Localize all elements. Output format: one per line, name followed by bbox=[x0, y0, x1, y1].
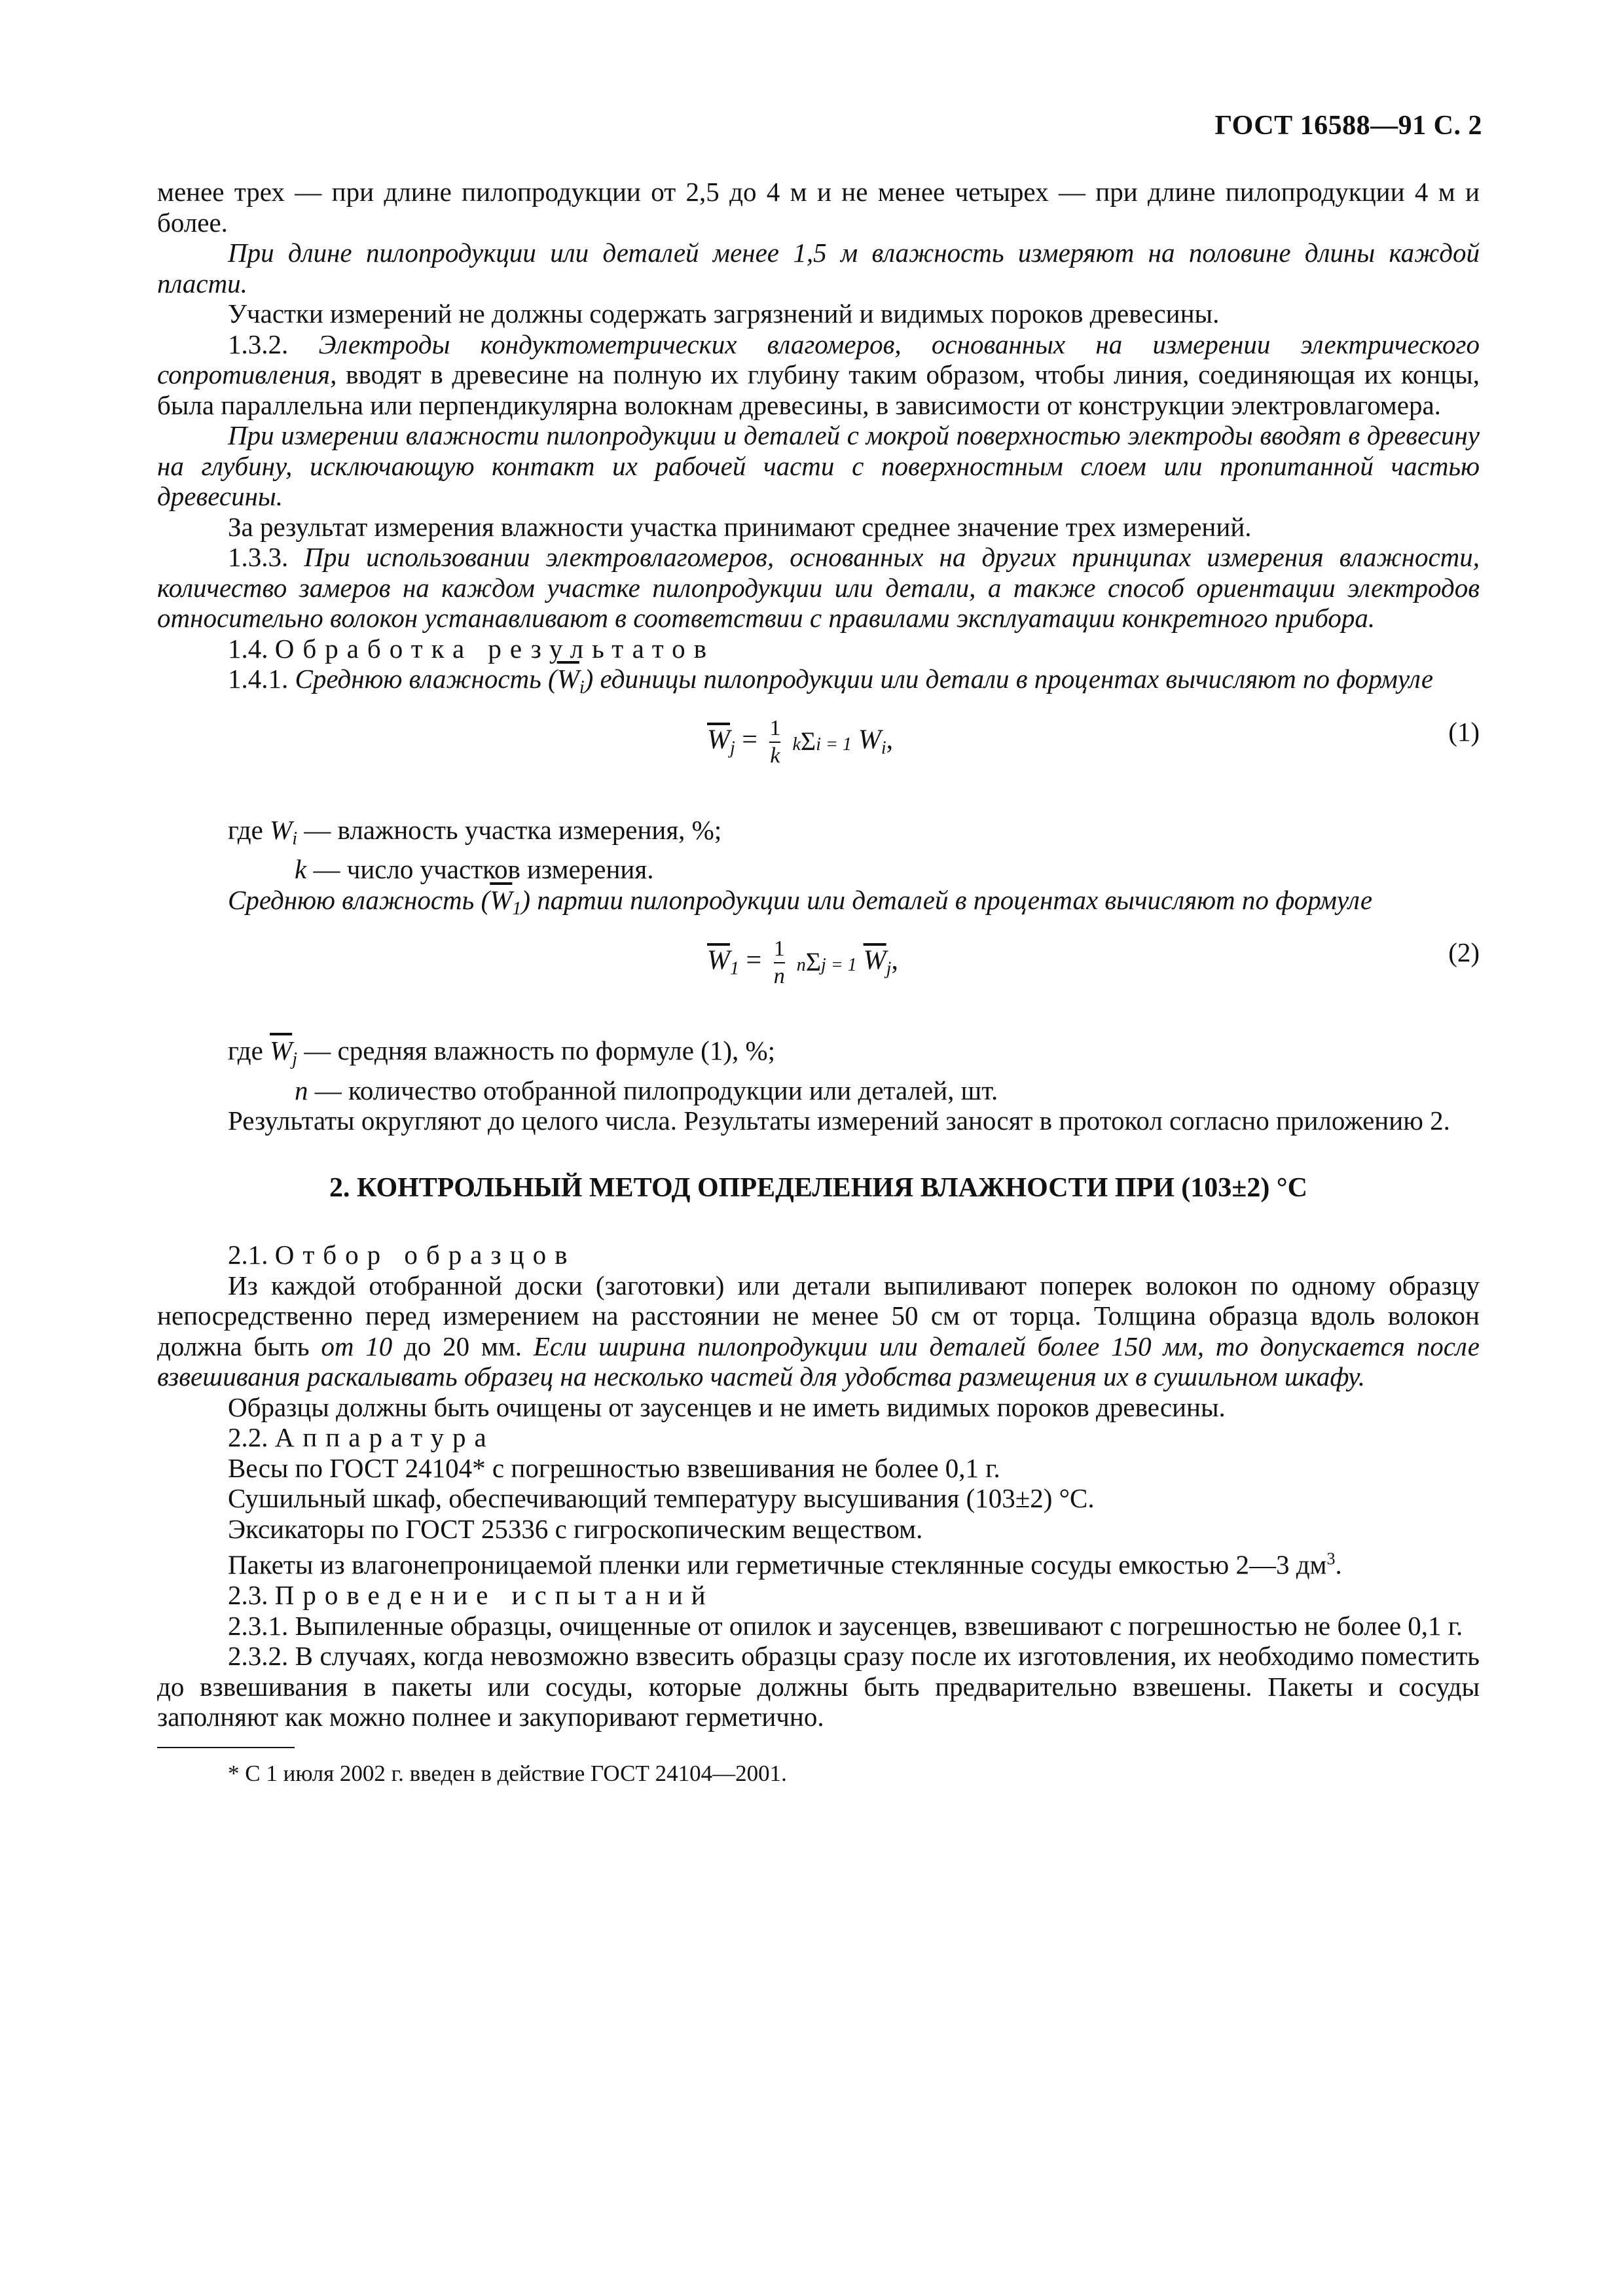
clause-number: 1.3.3. bbox=[228, 542, 289, 572]
formula-subscript: i bbox=[292, 828, 298, 849]
italic-text: Если ширина пилопродукции или деталей более 150 мм, то допускается после взвешивания раскалывать образец на несколько частей для удобства размещения их в сушильном шкафу. bbox=[157, 1331, 1480, 1391]
formula-symbol: n bbox=[295, 1075, 308, 1105]
text: вводят в древесине на полную их глубину таким образом, чтобы линия, соединяющая их концы, была параллельна или перпендикулярна волокнам древесины, в зависимости от конструкции электровлагомера. bbox=[157, 359, 1480, 420]
italic-text: Среднюю влажность ( bbox=[228, 884, 490, 915]
summation bbox=[792, 726, 852, 756]
subsection-heading bbox=[157, 1240, 1480, 1270]
formula-subscript: j bbox=[730, 738, 735, 759]
fraction bbox=[769, 715, 780, 769]
formula-subscript: i bbox=[579, 677, 585, 698]
paragraph bbox=[157, 329, 1480, 421]
formula-symbol: $\overline{W}$ bbox=[270, 1035, 293, 1066]
paragraph: Результаты округляют до целого числа. Результаты измерений заносят в протокол согласно приложению 2. bbox=[228, 1105, 1450, 1136]
paragraph bbox=[157, 1544, 1480, 1580]
subsection-heading bbox=[157, 1422, 1480, 1453]
footnote-rule bbox=[157, 1747, 295, 1748]
sum-lower: i = 1 bbox=[816, 734, 852, 755]
paragraph: Участки измерений не должны содержать загрязнений и видимых пороков древесины. bbox=[228, 298, 1220, 329]
formula-symbol: $\overline{W}$ bbox=[863, 945, 886, 976]
body-text bbox=[157, 177, 1480, 1789]
formula-symbol: $\overline{W}$ bbox=[556, 664, 579, 694]
formula-2 bbox=[157, 924, 1480, 1035]
italic-text: Среднюю влажность ( bbox=[295, 664, 557, 694]
italic-text: При использовании электровлагомеров, основанных на других принципах измерения влажности, количество замеров на каждом участке пилопродукции или детали, а также способ ориентации электродов относительно волокон устанавливают в соответствии с правилами эксплуатации конкретного прибора. bbox=[157, 542, 1480, 633]
paragraph: менее трех — при длине пилопродукции от 2,5 до 4 м и не менее четырех — при длине пилопродукции 4 м и более. bbox=[157, 177, 1480, 238]
text: Из каждой отобранной доски (заготовки) или детали выпиливают поперек волокон по одному образцу непосредственно перед измерением на расстоянии не менее 50 см от торца. Толщина образца вдоль волокон должна быть bbox=[157, 1270, 1480, 1361]
summation bbox=[796, 947, 857, 977]
text: до 20 мм. bbox=[404, 1331, 522, 1361]
formula-subscript: 1 bbox=[512, 898, 522, 919]
sum-sign: Σ bbox=[805, 947, 821, 977]
paragraph bbox=[157, 885, 1480, 925]
clause-number: 1.4. bbox=[228, 633, 268, 664]
paragraph: Весы по ГОСТ 24104* с погрешностью взвешивания не более 0,1 г. bbox=[228, 1452, 1000, 1483]
numerator: 1 bbox=[774, 936, 785, 963]
denominator: n bbox=[773, 964, 785, 988]
text: — число участков измерения. bbox=[313, 854, 654, 884]
clause-number: 2.2. bbox=[228, 1422, 268, 1452]
formula-symbol: k bbox=[295, 854, 307, 884]
superscript: 3 bbox=[1326, 1549, 1336, 1568]
where-line bbox=[157, 854, 1480, 885]
subsection-heading bbox=[157, 634, 1480, 664]
italic-text: Электроды кондуктометрических влагомеров, основанных на измерении электрического сопротивления, bbox=[157, 329, 1480, 389]
clause-number: 2.1. bbox=[228, 1240, 268, 1270]
text: — количество отобранной пилопродукции или деталей, шт. bbox=[314, 1075, 998, 1105]
spaced-title: Аппаратура bbox=[274, 1422, 495, 1452]
formula-subscript: 1 bbox=[730, 958, 739, 979]
formula-symbol: W bbox=[270, 814, 293, 845]
paragraph bbox=[157, 1270, 1480, 1392]
where-line bbox=[157, 1075, 1480, 1106]
denominator: k bbox=[770, 743, 780, 768]
subsection-heading bbox=[157, 1580, 1480, 1611]
sum-upper: n bbox=[796, 955, 806, 975]
formula-body: $\overline{W}_1$ = $\frac{1}{n}$ nΣj = 1 $\overline{W}_j$, bbox=[707, 937, 898, 988]
sum-lower: j = 1 bbox=[820, 955, 857, 975]
paragraph: Эксикаторы по ГОСТ 25336 с гигроскопическим веществом. bbox=[228, 1513, 923, 1544]
text: — средняя влажность по формуле (1), %; bbox=[304, 1035, 776, 1066]
italic-text: ) единицы пилопродукции или детали в процентах вычисляют по формуле bbox=[584, 664, 1434, 694]
formula-symbol: $\overline{W}$ bbox=[707, 725, 730, 755]
formula-symbol: W bbox=[858, 725, 881, 755]
paragraph: При длине пилопродукции или деталей менее 1,5 м влажность измеряют на половине длины каждой пласти. bbox=[157, 238, 1480, 298]
paragraph: За результат измерения влажности участка принимают среднее значение трех измерений. bbox=[228, 511, 1252, 542]
formula-symbol: $\overline{W}$ bbox=[707, 945, 730, 976]
sum-sign: Σ bbox=[800, 726, 816, 756]
sum-upper: k bbox=[792, 734, 801, 755]
clause-number: 1.4.1. bbox=[228, 664, 289, 694]
text: Пакеты из влагонепроницаемой пленки или герметичные стеклянные сосуды емкостью 2—3 дм bbox=[228, 1549, 1327, 1580]
text: . bbox=[1335, 1549, 1342, 1580]
paragraph: Образцы должны быть очищены от заусенцев и не иметь видимых пороков древесины. bbox=[228, 1391, 1226, 1422]
text: где bbox=[228, 814, 263, 845]
paragraph: При измерении влажности пилопродукции и деталей с мокрой поверхностью электроды вводят в древесину на глубину, исключающую контакт их рабочей части с поверхностным слоем или пропитанной частью древесины. bbox=[157, 420, 1480, 511]
section-heading: 2. КОНТРОЛЬНЫЙ МЕТОД ОПРЕДЕЛЕНИЯ ВЛАЖНОСТИ ПРИ (103±2) °С bbox=[329, 1172, 1307, 1203]
paragraph bbox=[157, 542, 1480, 634]
paragraph bbox=[157, 664, 1480, 704]
spaced-title: Проведение испытаний bbox=[274, 1580, 714, 1611]
formula-symbol: $\overline{W}$ bbox=[490, 884, 513, 915]
footnote: * С 1 июля 2002 г. введен в действие ГОСТ 24104—2001. bbox=[228, 1760, 787, 1786]
fraction bbox=[774, 936, 785, 990]
clause-number: 2.3. bbox=[228, 1580, 268, 1611]
paragraph: Сушильный шкаф, обеспечивающий температуру высушивания (103±2) °С. bbox=[228, 1483, 1095, 1513]
clause-number: 1.3.2. bbox=[228, 329, 289, 359]
paragraph: 2.3.1. Выпиленные образцы, очищенные от опилок и заусенцев, взвешивают с погрешностью не более 0,1 г. bbox=[228, 1610, 1463, 1641]
spaced-title: Отбор образцов bbox=[274, 1240, 576, 1270]
formula-label: (1) bbox=[1448, 716, 1480, 747]
italic-text: от 10 bbox=[321, 1331, 393, 1361]
formula-punct: , bbox=[891, 945, 898, 976]
numerator: 1 bbox=[769, 715, 780, 743]
formula-label: (2) bbox=[1448, 937, 1480, 967]
text: где bbox=[228, 1035, 263, 1066]
formula-1 bbox=[157, 704, 1480, 815]
italic-text: ) партии пилопродукции или деталей в процентах вычисляют по формуле bbox=[521, 884, 1373, 915]
formula-body: $\overline{W}_j$ = $\frac{1}{k}$ kΣi = 1 $W_i$, bbox=[707, 715, 894, 768]
paragraph: 2.3.2. В случаях, когда невозможно взвесить образцы сразу после их изготовления, их необходимо поместить до взвешивания в пакеты или сосуды, которые должны быть предварительно взвешены. Пакеты и сосуды заполняют как можно полнее и закупоривают герметично. bbox=[157, 1641, 1480, 1732]
formula-punct: , bbox=[886, 725, 894, 755]
formula-subscript: j bbox=[886, 958, 892, 979]
page-header: ГОСТ 16588—91 С. 2 bbox=[1214, 111, 1482, 141]
spaced-title: Обработка результатов bbox=[274, 633, 716, 664]
where-line bbox=[157, 1035, 1480, 1075]
text: — влажность участка измерения, %; bbox=[304, 814, 722, 845]
formula-subscript: i bbox=[881, 738, 886, 759]
formula-subscript: j bbox=[292, 1049, 298, 1069]
where-line bbox=[157, 815, 1480, 855]
